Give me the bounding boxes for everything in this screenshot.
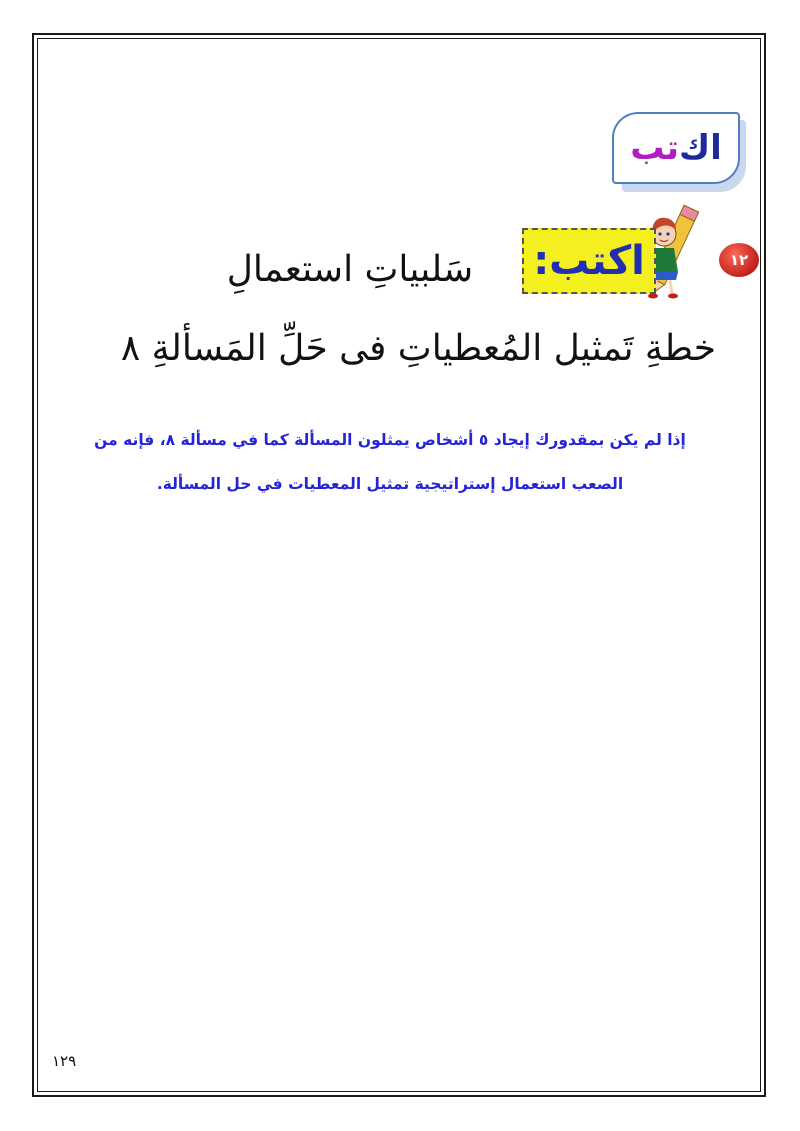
question-title-line1: سَلبياتِ استعمالِ: [226, 249, 474, 290]
page-border-inner: [37, 38, 761, 1092]
question-title-line2: خطةِ تَمثيل المُعطياتِ فى حَلِّ المَسألةِ ٨: [120, 328, 716, 369]
header-title: [612, 112, 740, 184]
question-number-badge: [719, 243, 759, 277]
header-title-part-dark: اك: [678, 128, 722, 168]
question-number: ١٢: [729, 251, 749, 269]
answer-text: إذا لم يكن بمقدورك إيجاد ٥ أشخاص يمثلون المسألة كما في مسألة ٨، فإنه من الصعب استعمال إستراتيجية تمثيل المعطيات في حل المسألة.: [94, 431, 686, 493]
header-title-part-purple: تب: [630, 128, 679, 168]
write-instruction-label: اكتب:: [522, 228, 656, 294]
page-number: ١٢٩: [52, 1052, 77, 1070]
